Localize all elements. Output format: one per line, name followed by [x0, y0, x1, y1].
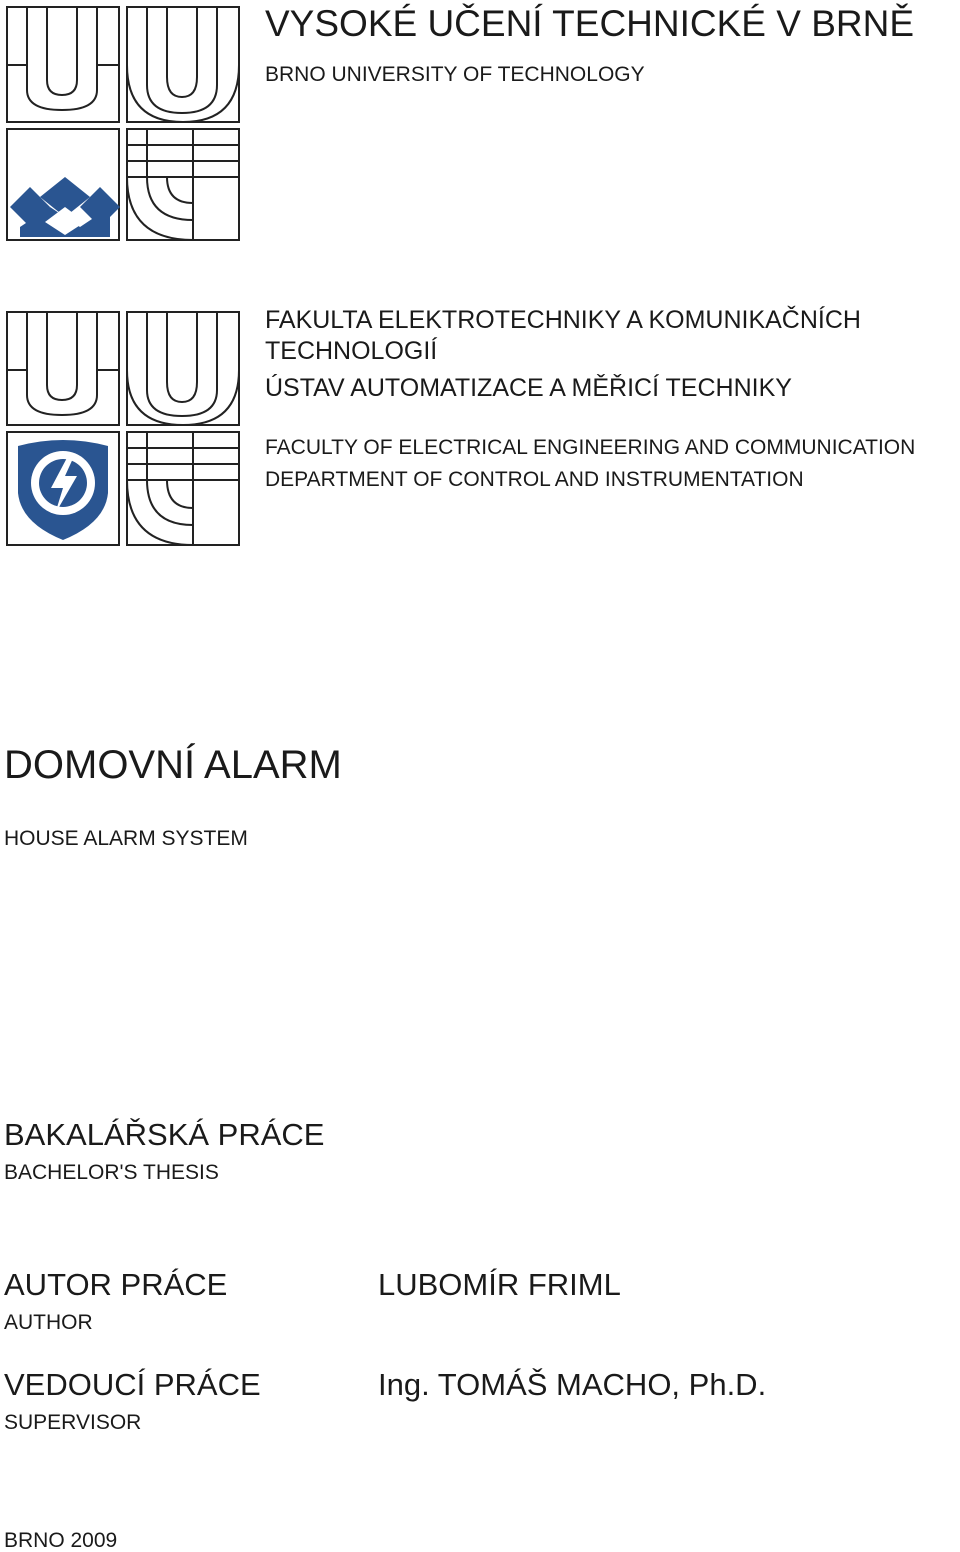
- faculty-name-en: FACULTY OF ELECTRICAL ENGINEERING AND COMMUNICATION: [265, 436, 916, 459]
- fekt-logo-icon: [5, 310, 240, 547]
- place-year: BRNO 2009: [4, 1529, 118, 1552]
- thesis-title-en: HOUSE ALARM SYSTEM: [4, 827, 248, 850]
- faculty-name-cz-line1: FAKULTA ELEKTROTECHNIKY A KOMUNIKAČNÍCH: [265, 306, 861, 334]
- faculty-name-cz-line2: TECHNOLOGIÍ: [265, 337, 438, 365]
- thesis-type-en: BACHELOR'S THESIS: [4, 1161, 219, 1184]
- department-name-en: DEPARTMENT OF CONTROL AND INSTRUMENTATION: [265, 468, 804, 491]
- author-name: LUBOMÍR FRIML: [378, 1267, 621, 1302]
- thesis-type-cz: BAKALÁŘSKÁ PRÁCE: [4, 1117, 325, 1152]
- supervisor-label-cz: VEDOUCÍ PRÁCE: [4, 1367, 261, 1402]
- thesis-title-cz: DOMOVNÍ ALARM: [4, 743, 342, 787]
- supervisor-name: Ing. TOMÁŠ MACHO, Ph.D.: [378, 1367, 767, 1402]
- author-label-en: AUTHOR: [4, 1311, 93, 1334]
- department-name-cz: ÚSTAV AUTOMATIZACE A MĚŘICÍ TECHNIKY: [265, 374, 792, 402]
- university-name-en: BRNO UNIVERSITY OF TECHNOLOGY: [265, 63, 645, 86]
- university-name-cz: VYSOKÉ UČENÍ TECHNICKÉ V BRNĚ: [265, 3, 915, 44]
- supervisor-label-en: SUPERVISOR: [4, 1411, 142, 1434]
- vut-logo-icon: [5, 5, 240, 242]
- author-label-cz: AUTOR PRÁCE: [4, 1267, 228, 1302]
